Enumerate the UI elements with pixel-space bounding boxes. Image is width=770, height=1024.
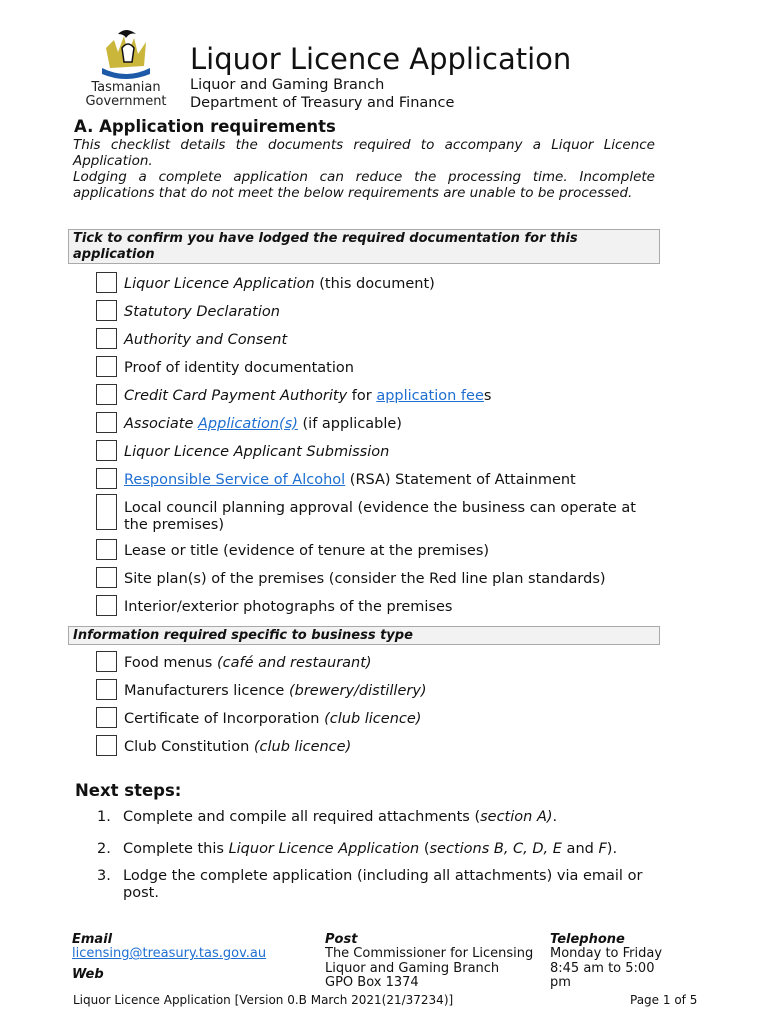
logo-text-line2: Government — [85, 94, 167, 109]
checkbox[interactable] — [96, 356, 117, 377]
text-segment: . — [552, 809, 558, 825]
checkbox[interactable] — [96, 468, 117, 489]
text-segment: Site plan(s) of the premises (consider the Red line plan standards) — [124, 571, 606, 587]
page-number: Page 1 of 5 — [630, 993, 698, 1007]
email-label: Email — [72, 932, 113, 947]
link[interactable]: application fee — [376, 388, 484, 404]
checkbox[interactable] — [96, 595, 117, 616]
email-link[interactable]: licensing@treasury.tas.gov.au — [72, 946, 267, 961]
text-segment: Liquor Licence Application — [228, 841, 420, 857]
text-segment: (brewery/distillery) — [288, 683, 427, 699]
checklist-item-label — [124, 332, 644, 349]
checklist-item-label — [124, 388, 644, 405]
checkbox[interactable] — [96, 735, 117, 756]
checklist-item-label — [124, 472, 644, 489]
text-segment: Local council planning approval (evidence the business can operate at the premises) — [124, 500, 636, 533]
document-version: Liquor Licence Application [Version 0.B March 2021(21/37234)] — [73, 993, 454, 1007]
text-segment: (café and restaurant) — [216, 655, 372, 671]
logo-emblem-icon — [78, 26, 174, 82]
text-segment: F — [598, 841, 607, 857]
checkbox[interactable] — [96, 679, 117, 700]
text-segment: Complete this — [123, 841, 229, 857]
phone-line-3: pm — [550, 975, 571, 990]
link[interactable]: Responsible Service of Alcohol — [124, 472, 346, 488]
text-segment: Complete and compile all required attachments ( — [123, 809, 481, 825]
page-title: Liquor Licence Application — [190, 42, 572, 76]
text-segment: Authority and Consent — [124, 332, 288, 348]
checklist-item-label — [124, 500, 644, 534]
text-segment: ). — [606, 841, 618, 857]
text-segment: Club Constitution — [124, 739, 254, 755]
step-text — [123, 809, 663, 826]
checklist-item-label — [124, 360, 644, 377]
department-name: Department of Treasury and Finance — [190, 95, 455, 111]
checklist-header: Tick to confirm you have lodged the required documentation for this application — [68, 229, 660, 264]
checkbox[interactable] — [96, 707, 117, 728]
link[interactable]: Application(s) — [198, 416, 298, 432]
text-segment: (club licence) — [324, 711, 422, 727]
business-type-header: Information required specific to business type — [68, 626, 660, 645]
post-label: Post — [325, 932, 358, 947]
section-a-heading: A. Application requirements — [74, 117, 336, 136]
text-segment: Liquor Licence Application — [124, 276, 315, 292]
text-segment: Interior/exterior photographs of the premises — [124, 599, 453, 615]
checklist-item-label — [124, 276, 644, 293]
checkbox[interactable] — [96, 651, 117, 672]
checklist-item-label — [124, 416, 644, 433]
text-segment: Statutory Declaration — [124, 304, 280, 320]
post-line-2: Liquor and Gaming Branch — [325, 961, 500, 976]
phone-line-2: 8:45 am to 5:00 — [550, 961, 655, 976]
checklist-item-label — [124, 571, 644, 588]
checkbox[interactable] — [96, 440, 117, 461]
text-segment: for — [347, 388, 377, 404]
post-line-3: GPO Box 1374 — [325, 975, 419, 990]
text-segment: section A) — [480, 809, 553, 825]
step-text — [123, 868, 663, 902]
step-number: 3. — [97, 868, 111, 884]
text-segment: Food menus — [124, 655, 217, 671]
next-steps-heading: Next steps: — [75, 781, 182, 800]
checklist-item-label — [124, 543, 644, 560]
checklist-item-label — [124, 444, 644, 461]
intro-paragraph-2: Lodging a complete application can reduce the processing time. Incomplete applications that do not meet the below requirements are unable to be processed. — [73, 169, 655, 201]
text-segment: (this document) — [314, 276, 435, 292]
checklist-item-label — [124, 599, 644, 616]
step-number: 1. — [97, 809, 111, 825]
step-number: 2. — [97, 841, 111, 857]
checkbox[interactable] — [96, 567, 117, 588]
text-segment: Lease or title (evidence of tenure at the premises) — [124, 543, 490, 559]
text-segment: Manufacturers licence — [124, 683, 289, 699]
checkbox[interactable] — [96, 494, 117, 530]
text-segment: (club licence) — [253, 739, 352, 755]
step-text — [123, 841, 663, 858]
checklist-item-label — [124, 711, 644, 728]
telephone-label: Telephone — [550, 932, 625, 947]
logo-text-line1: Tasmanian — [91, 80, 161, 95]
checkbox[interactable] — [96, 272, 117, 293]
text-segment: (if applicable) — [297, 416, 402, 432]
tasmanian-government-logo — [78, 26, 174, 110]
text-segment: Lodge the complete application (including all attachments) via email or post. — [123, 868, 643, 901]
text-segment: Proof of identity documentation — [124, 360, 354, 376]
checklist-item-label — [124, 739, 644, 756]
checklist-item-label — [124, 655, 644, 672]
intro-paragraph-1: This checklist details the documents required to accompany a Liquor Licence Application. — [73, 137, 655, 169]
checkbox[interactable] — [96, 328, 117, 349]
text-segment: Credit Card Payment Authority — [124, 388, 348, 404]
text-segment: s — [483, 388, 492, 404]
text-segment: Associate — [124, 416, 199, 432]
text-segment: Liquor Licence Applicant Submission — [124, 444, 390, 460]
text-segment: sections B, C, D, E — [429, 841, 562, 857]
text-segment: (RSA) Statement of Attainment — [345, 472, 576, 488]
text-segment: Certificate of Incorporation — [124, 711, 325, 727]
web-label: Web — [72, 967, 104, 982]
checkbox[interactable] — [96, 384, 117, 405]
checkbox[interactable] — [96, 539, 117, 560]
phone-line-1: Monday to Friday — [550, 946, 663, 961]
post-line-1: The Commissioner for Licensing — [325, 946, 534, 961]
branch-name: Liquor and Gaming Branch — [190, 77, 385, 93]
checkbox[interactable] — [96, 412, 117, 433]
text-segment: and — [561, 841, 599, 857]
text-segment: ( — [419, 841, 430, 857]
checkbox[interactable] — [96, 300, 117, 321]
checklist-item-label — [124, 304, 644, 321]
checklist-item-label — [124, 683, 644, 700]
